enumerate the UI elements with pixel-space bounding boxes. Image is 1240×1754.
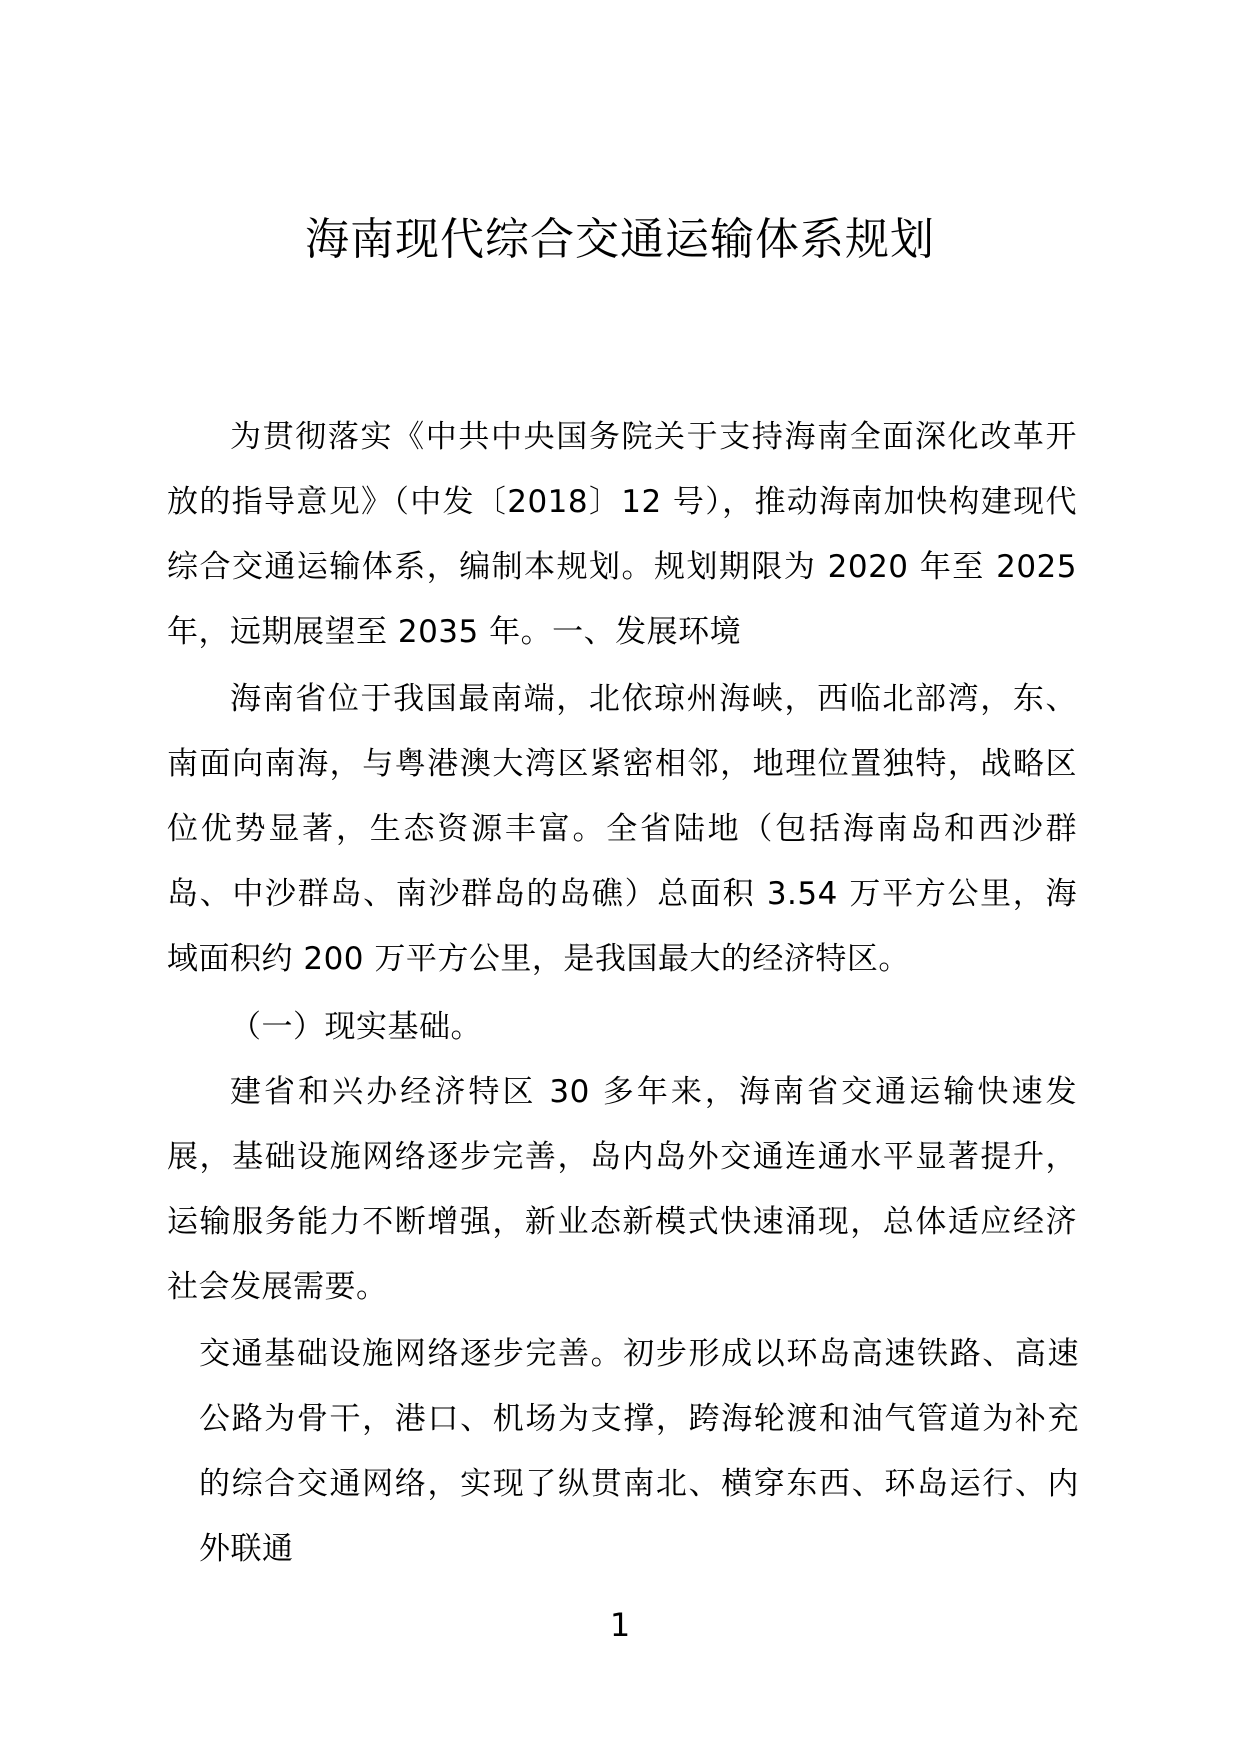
paragraph-development: 建省和兴办经济特区 30 多年来，海南省交通运输快速发展，基础设施网络逐步完善，岛内岛外交通连通水平显著提升，运输服务能力不断增强，新业态新模式快速涌现，总体适应经济社会发展需要。 <box>167 1074 1077 1305</box>
document-title: 海南现代综合交通运输体系规划 <box>305 214 935 265</box>
paragraph-infrastructure: 交通基础设施网络逐步完善。初步形成以环岛高速铁路、高速公路为骨干，港口、机场为支撑，跨海轮渡和油气管道为补充的综合交通网络，实现了纵贯南北、横穿东西、环岛运行、内外联通 <box>199 1336 1079 1567</box>
paragraph-intro: 为贯彻落实《中共中央国务院关于支持海南全面深化改革开放的指导意见》（中发〔2018〕12 号），推动海南加快构建现代综合交通运输体系，编制本规划。规划期限为 2020 年至 2025 年，远期展望至 2035 年。一、发展环境 <box>167 419 1077 650</box>
section-heading-basis: （一）现实基础。 <box>230 1009 482 1045</box>
paragraph-location: 海南省位于我国最南端，北依琼州海峡，西临北部湾，东、南面向南海，与粤港澳大湾区紧密相邻，地理位置独特，战略区位优势显著，生态资源丰富。全省陆地（包括海南岛和西沙群岛、中沙群岛、南沙群岛的岛礁）总面积 3.54 万平方公里，海域面积约 200 万平方公里，是我国最大的经济特区。 <box>167 681 1077 977</box>
page-number: 1 <box>609 1606 631 1644</box>
